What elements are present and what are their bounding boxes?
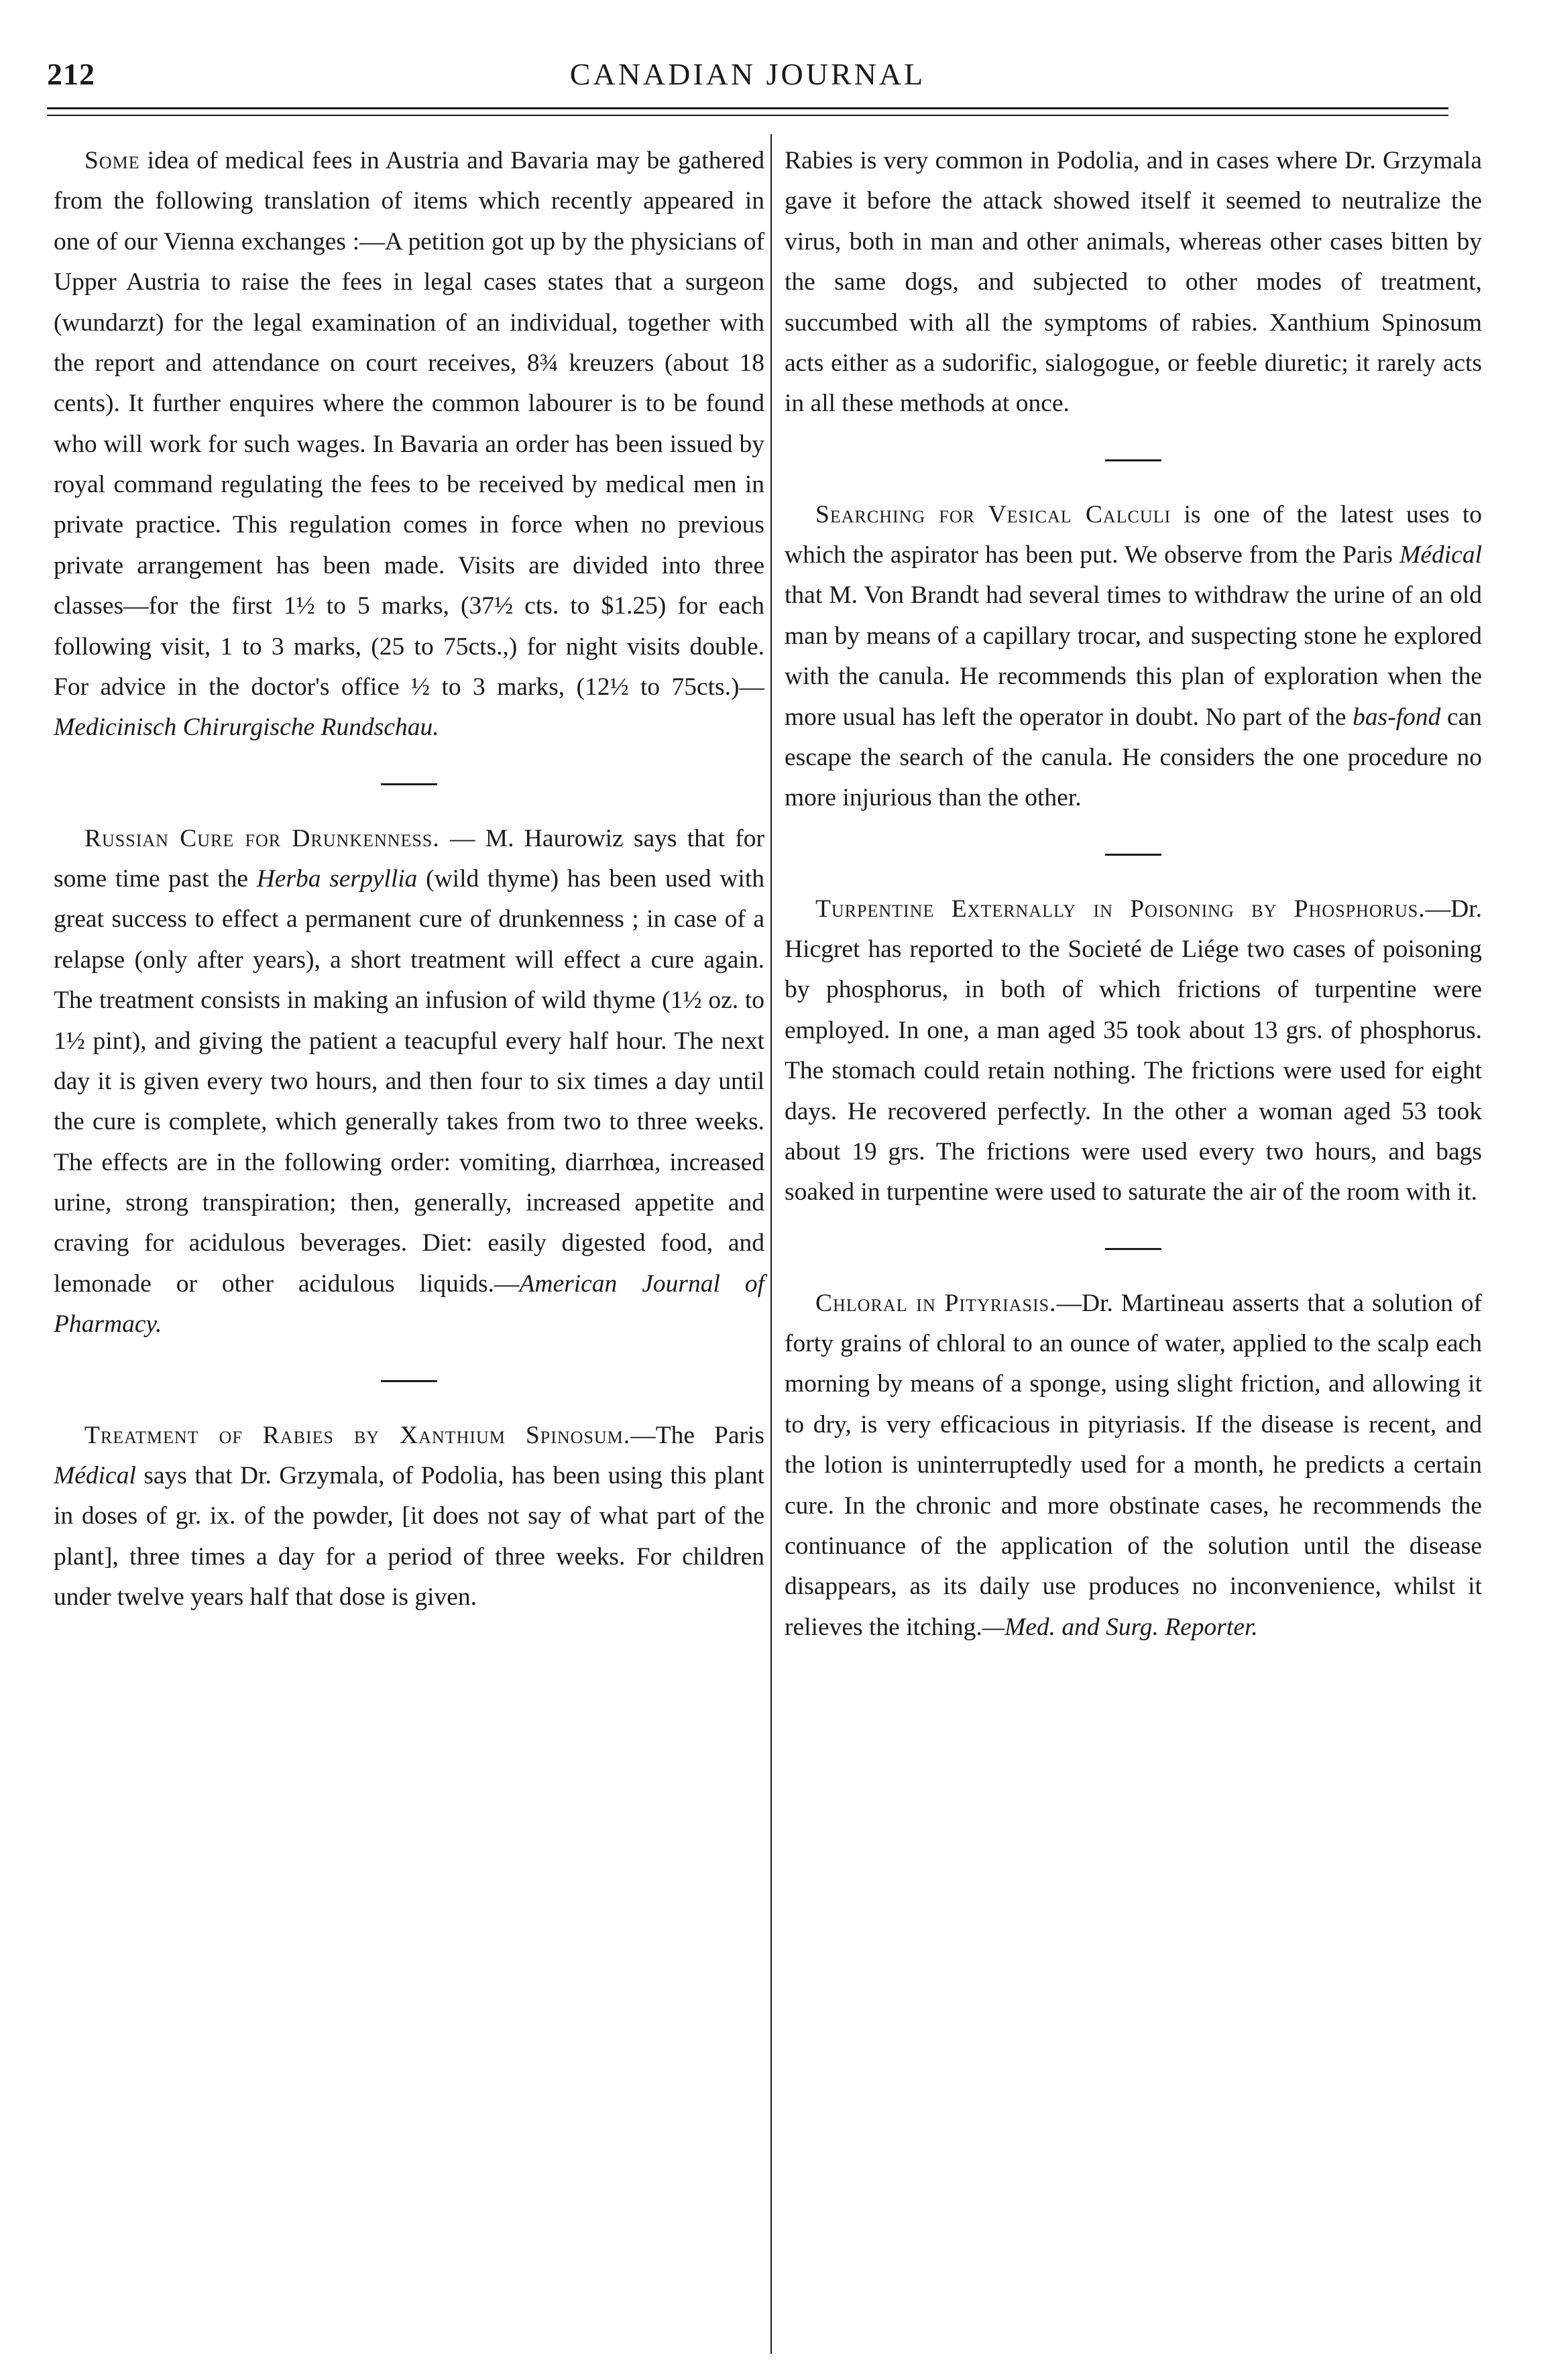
article-heading: Russian Cure for Drunkenness. bbox=[84, 824, 440, 852]
article-body: that M. Von Brandt had several times to withdraw the urine of an old man by means of a capillary trocar, and suspecting stone he explored with the canula. He recommends this plan of exploration when the more usual has left the operator in doubt. No part of the bbox=[785, 581, 1482, 731]
article-paragraph bbox=[785, 495, 1482, 819]
article-separator bbox=[381, 783, 437, 785]
article-paragraph bbox=[785, 141, 1482, 424]
article-body: idea of medical fees in Austria and Bavaria may be gathered from the following translation of items which recently appeared in one of our Vienna exchanges :—A petition got up by the physicians of Upper Austria to raise the fees in legal cases states that a surgeon (wundarzt) for the legal examination of an individual, together with the report and attendance on court receives, 8¾ kreuzers (about 18 cents). It further enquires where the common labourer is to be found who will work for such wages. In Bavaria an order has been issued by royal command regulating the fees to be received by medical men in private practice. This regulation comes in force when no previous private arrangement has been made. Visits are divided into three classes—for the first 1½ to 5 marks, (37½ cts. to $1.25) for each following visit, 1 to 3 marks, (25 to 75cts.,) for night visits double. For advice in the doctor's office ½ to 3 marks, (12½ to 75cts.)— bbox=[54, 147, 764, 701]
right-column bbox=[785, 141, 1482, 1648]
article-separator bbox=[1105, 459, 1161, 461]
column-divider bbox=[770, 134, 772, 2354]
article-separator bbox=[381, 1380, 437, 1382]
lead-word: Some bbox=[84, 147, 140, 174]
article-body: (wild thyme) has been used with great success to effect a permanent cure of drunkenness ; in case of a relapse (only after years), a short treatment will effect a cure again. The treatment consists in making an infusion of wild thyme (1½ oz. to 1½ pint), and giving the patient a teacupful every half hour. The next day it is given every two hours, and then four to six times a day until the cure is complete, which generally takes from two to three weeks. The effects are in the following order: vomiting, diarrhœa, increased urine, strong transpiration; then, generally, increased appetite and craving for acidulous beverages. Diet: easily digested food, and lemonade or other acidulous liquids.— bbox=[54, 865, 764, 1298]
italic-term: Médical bbox=[54, 1461, 136, 1489]
article-body: — M. Haurowiz says that for some time past the bbox=[54, 824, 765, 893]
italic-term: Herba serpyllia bbox=[256, 865, 418, 893]
italic-term: Médical bbox=[1399, 541, 1482, 569]
article-body: —The Paris bbox=[630, 1421, 764, 1449]
left-column bbox=[54, 141, 764, 1618]
italic-term: bas-fond bbox=[1353, 703, 1441, 731]
article-body: says that Dr. Grzymala, of Podolia, has been using this plant in doses of gr. ix. of the powder, [it does not say of what part of the plant], three times a day for a period of three weeks. For children under twelve years half that dose is given. bbox=[54, 1461, 764, 1611]
article-heading: Turpentine Externally in Poisoning by Phosphorus. bbox=[815, 895, 1426, 923]
article-paragraph bbox=[54, 141, 764, 748]
article-rabies-continued bbox=[785, 141, 1482, 424]
article-heading: Treatment of Rabies by Xanthium Spinosum. bbox=[84, 1421, 631, 1449]
article-heading: Searching for Vesical Calculi bbox=[815, 500, 1171, 528]
page-header bbox=[47, 56, 1448, 110]
article-turpentine bbox=[785, 889, 1482, 1213]
article-vesical-calculi bbox=[785, 495, 1482, 819]
article-rabies bbox=[54, 1416, 764, 1618]
article-citation: —Med. and Surg. Reporter. bbox=[982, 1613, 1258, 1641]
article-paragraph bbox=[785, 1284, 1482, 1648]
article-body: can escape the search of the canula. He considers the one procedure no more injurious than the other. bbox=[785, 703, 1482, 812]
article-body: Rabies is very common in Podolia, and in cases where Dr. Grzymala gave it before the attack showed itself it seemed to neutralize the virus, both in man and other animals, whereas other cases bitten by the same dogs, and subjected to other modes of treatment, succumbed with all the symptoms of rabies. Xanthium Spinosum acts either as a sudorific, sialogogue, or feeble diuretic; it rarely acts in all these methods at once. bbox=[785, 147, 1482, 418]
header-rule-thin bbox=[47, 115, 1448, 116]
article-body: is one of the latest uses to which the aspirator has been put. We observe from the Paris bbox=[785, 500, 1482, 569]
article-medical-fees bbox=[54, 141, 764, 748]
article-paragraph bbox=[54, 819, 764, 1345]
running-head: CANADIAN JOURNAL bbox=[569, 57, 926, 91]
article-citation: American Journal of Pharmacy. bbox=[54, 1269, 764, 1339]
article-paragraph bbox=[54, 1416, 764, 1618]
article-separator bbox=[1105, 854, 1161, 856]
article-paragraph bbox=[785, 889, 1482, 1213]
article-body: —Dr. Hicgret has reported to the Societé de Liége two cases of poisoning by phosphorus, in both of which frictions of turpentine were employed. In one, a man aged 35 took about 13 grs. of phosphorus. The stomach could retain nothing. The frictions were used for eight days. He recovered perfectly. In the other a woman aged 53 took about 19 grs. The frictions were used every two hours, and bags soaked in turpentine were used to saturate the air of the room with it. bbox=[785, 895, 1482, 1206]
article-citation: Medicinisch Chirurgische Rundschau. bbox=[54, 714, 439, 742]
header-rule bbox=[47, 107, 1448, 109]
article-heading: Chloral in Pityriasis. bbox=[815, 1289, 1057, 1317]
article-body: —Dr. Martineau asserts that a solution of forty grains of chloral to an ounce of water, applied to the scalp each morning by means of a sponge, using slight friction, and allowing it to dry, is very efficacious in pityriasis. If the disease is recent, and the lotion is uninterruptedly used for a month, he predicts a certain cure. In the chronic and more obstinate cases, he recommends the continuance of the application of the solution until the disease disappears, as its daily use produces no inconvenience, whilst it relieves the itching. bbox=[785, 1289, 1482, 1641]
article-drunkenness bbox=[54, 819, 764, 1345]
page-number: 212 bbox=[47, 57, 95, 91]
article-chloral bbox=[785, 1284, 1482, 1648]
article-separator bbox=[1105, 1248, 1161, 1250]
